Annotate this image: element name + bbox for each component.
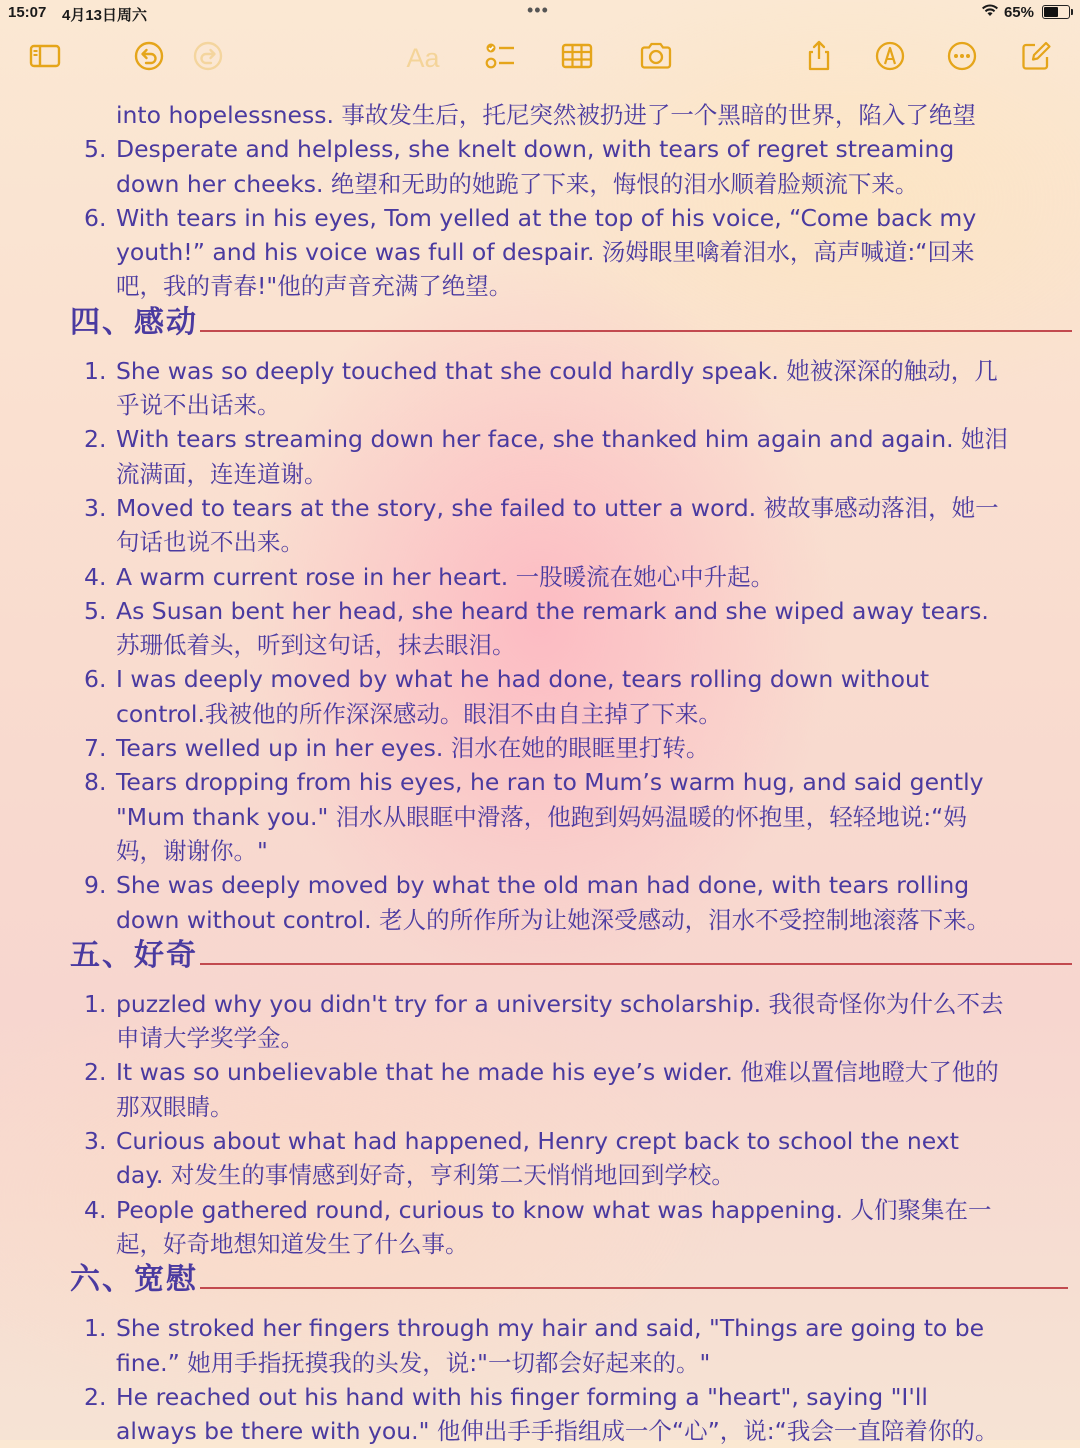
list-item	[0, 354, 1080, 423]
wifi-icon	[981, 3, 999, 21]
partial-line	[0, 98, 1080, 132]
camera-button[interactable]	[634, 36, 678, 80]
section-divider	[200, 330, 1072, 332]
section-6-list	[0, 1311, 1080, 1448]
status-date: 4月13日周六	[62, 7, 148, 24]
section-divider	[200, 1287, 1068, 1289]
list-a	[0, 132, 1080, 303]
text-format-button[interactable]	[401, 36, 445, 80]
list-item-number: 4.	[84, 562, 107, 591]
list-item	[0, 201, 1080, 304]
list-item-text: She stroked her fingers through my hair and said, "Things are going to be fine.” 她用手指抚摸我的头发，说:"一切都会好起来的。"	[116, 1314, 985, 1377]
list-item-number: 8.	[84, 768, 107, 797]
notes-toolbar	[0, 36, 1080, 80]
list-item-number: 6.	[84, 665, 107, 694]
list-item-number: 1.	[84, 1314, 107, 1343]
list-item-text: A warm current rose in her heart. 一股暖流在她心中升起。	[116, 562, 775, 591]
markup-button[interactable]	[868, 36, 912, 80]
list-item-number: 3.	[84, 493, 107, 522]
list-item	[0, 765, 1080, 868]
list-item-number: 9.	[84, 871, 107, 900]
share-icon	[802, 39, 836, 77]
battery-icon	[1042, 5, 1070, 19]
list-item	[0, 132, 1080, 201]
list-item-text: She was so deeply touched that she could hardly speak. 她被深深的触动，几乎说不出话来。	[116, 356, 998, 420]
list-item-number: 1.	[84, 989, 107, 1018]
list-item-text: Tears dropping from his eyes, he ran to Mum’s warm hug, and said gently "Mum thank you." 泪水从眼眶中滑落，他跑到妈妈温暖的怀抱里，轻轻地说:“妈妈，谢谢你。"	[116, 768, 984, 865]
list-item-number: 3.	[84, 1127, 107, 1156]
list-item-number: 5.	[84, 596, 107, 625]
battery-level-fill	[1044, 7, 1058, 17]
list-item-text: It was so unbelievable that he made his eye’s wider. 他难以置信地瞪大了他的那双眼睛。	[116, 1058, 999, 1121]
text-format-label: Aa	[406, 42, 440, 73]
sidebar-toggle-button[interactable]	[23, 36, 67, 80]
list-item-number: 2.	[84, 1058, 107, 1087]
list-item-text: He reached out his hand with his finger forming a "heart", saying "I'll always be there with you." 他伸出手手指组成一个“心”，说:“我会一直陪着你的。	[116, 1382, 999, 1446]
compose-icon	[1019, 39, 1053, 77]
section-4-list	[0, 354, 1080, 937]
list-item	[0, 560, 1080, 594]
list-item-text: puzzled why you didn't try for a university scholarship. 我很奇怪你为什么不去申请大学奖学金。	[116, 989, 1004, 1053]
list-item-text: I was deeply moved by what he had done, tears rolling down without control.我被他的所作深深感动。眼泪不由自主掉了下来。	[116, 665, 930, 728]
list-item-text: With tears streaming down her face, she thanked him again and again. 她泪流满面，连连道谢。	[116, 425, 1009, 488]
undo-icon	[132, 39, 166, 77]
list-item-number: 5.	[84, 135, 107, 164]
list-item-number: 6.	[84, 203, 107, 232]
list-item-number: 4.	[84, 1195, 107, 1224]
status-time: 15:07	[8, 4, 47, 21]
status-bar	[0, 0, 1080, 28]
section-5-list	[0, 987, 1080, 1261]
undo-button[interactable]	[127, 36, 171, 80]
list-item	[0, 868, 1080, 937]
list-item-text: Tears welled up in her eyes. 泪水在她的眼眶里打转。	[116, 734, 710, 763]
list-item-number: 2.	[84, 425, 107, 454]
note-body[interactable]	[0, 98, 1080, 1448]
list-item	[0, 1124, 1080, 1193]
section-divider	[200, 963, 1072, 965]
checklist-button[interactable]	[478, 36, 522, 80]
list-item-text: As Susan bent her head, she heard the remark and she wiped away tears. 苏珊低着头，听到这句话，抹去眼泪。	[116, 596, 989, 660]
list-item-number: 1.	[84, 356, 107, 385]
list-item-number: 7.	[84, 734, 107, 763]
camera-icon	[639, 39, 673, 77]
section-5-title: 五、好奇	[70, 937, 198, 973]
list-item-text: People gathered round, curious to know what was happening. 人们聚集在一起，好奇地想知道发生了什么事。	[116, 1195, 992, 1258]
list-item	[0, 731, 1080, 765]
checklist-icon	[483, 39, 517, 77]
more-icon	[945, 39, 979, 77]
share-button[interactable]	[797, 36, 841, 80]
battery-percent: 65%	[1003, 3, 1034, 21]
table-icon	[560, 39, 594, 77]
list-item	[0, 1193, 1080, 1262]
more-button[interactable]	[940, 36, 984, 80]
continued-text: into hopelessness. 事故发生后，托尼突然被扔进了一个黑暗的世界，陷入了绝望	[116, 101, 976, 129]
redo-button[interactable]	[186, 36, 230, 80]
section-4-title: 四、感动	[70, 304, 198, 340]
list-item	[0, 662, 1080, 731]
list-item-text: Curious about what had happened, Henry crept back to school the next day. 对发生的事情感到好奇，亨利第二天悄悄地回到学校。	[116, 1127, 959, 1190]
multitasking-dots[interactable]: •••	[527, 0, 549, 20]
table-button[interactable]	[555, 36, 599, 80]
list-item	[0, 987, 1080, 1056]
sidebar-icon	[28, 39, 62, 77]
section-4-header	[0, 304, 1080, 354]
list-item-text: Desperate and helpless, she knelt down, with tears of regret streaming down her cheeks. 绝望和无助的她跪了下来，悔恨的泪水顺着脸颊流下来。	[116, 135, 955, 198]
status-right	[981, 3, 1070, 21]
section-6-header	[0, 1261, 1080, 1311]
list-item-text: Moved to tears at the story, she failed to utter a word. 被故事感动落泪，她一句话也说不出来。	[116, 493, 999, 557]
list-item	[0, 1380, 1080, 1448]
list-item-text: With tears in his eyes, Tom yelled at the top of his voice, “Come back my youth!” and his voice was full of despair. 汤姆眼里噙着泪水，高声喊道:“回来吧，我的青春!"他的声音充满了绝望。	[116, 203, 977, 301]
list-item	[0, 1311, 1080, 1380]
list-item	[0, 1055, 1080, 1124]
section-5-header	[0, 937, 1080, 987]
compose-button[interactable]	[1014, 36, 1058, 80]
section-6-title: 六、宽慰	[70, 1262, 198, 1298]
list-item	[0, 594, 1080, 663]
list-item	[0, 491, 1080, 560]
list-item	[0, 422, 1080, 491]
list-item-text: She was deeply moved by what the old man had done, with tears rolling down without control. 老人的所作所为让她深受感动，泪水不受控制地滚落下来。	[116, 871, 991, 934]
markup-pen-icon	[873, 39, 907, 77]
list-item-number: 2.	[84, 1382, 107, 1411]
redo-icon	[191, 39, 225, 77]
